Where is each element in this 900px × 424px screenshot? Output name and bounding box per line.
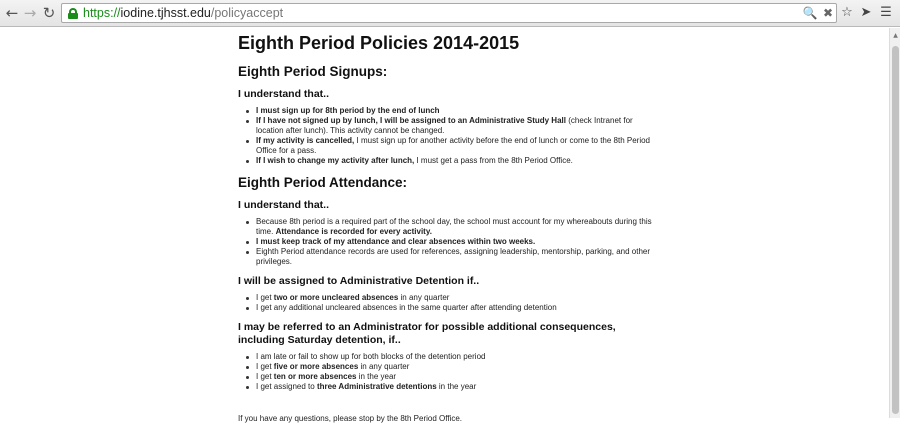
menu-icon[interactable]: ☰ <box>880 5 892 20</box>
page-title: Eighth Period Policies 2014-2015 <box>238 33 520 53</box>
forward-arrow-icon[interactable]: → <box>23 4 37 22</box>
attendance-intro: I understand that.. <box>238 199 330 211</box>
lock-icon[interactable] <box>68 8 78 19</box>
scroll-thumb[interactable] <box>892 46 899 414</box>
list-item: I am late or fail to show up for both blocks of the detention period <box>256 352 658 362</box>
search-icon[interactable]: 🔍 <box>802 6 818 20</box>
list-item: Eighth Period attendance records are used for references, assigning leadership, mentorship, parking, and other privileges. <box>256 247 658 267</box>
list-item: If I wish to change my activity after lunch, I must get a pass from the 8th Period Office. <box>256 156 658 166</box>
signups-intro: I understand that.. <box>238 88 330 100</box>
close-icon[interactable]: ✖ <box>822 6 834 20</box>
rocket-icon[interactable]: ➤ <box>860 5 872 20</box>
footer-note: If you have any questions, please stop by the 8th Period Office. <box>238 414 462 423</box>
signups-heading: Eighth Period Signups: <box>238 64 388 79</box>
referral-heading: I may be referred to an Administrator for possible additional consequences, including Saturday detention, if.. <box>238 321 616 346</box>
list-item: I must sign up for 8th period by the end of lunch <box>256 106 658 116</box>
detention-heading: I will be assigned to Administrative Detention if.. <box>238 275 480 287</box>
list-item: If I have not signed up by lunch, I will be assigned to an Administrative Study Hall (check Intranet for location after lunch). This activity cannot be changed. <box>256 116 658 136</box>
list-item: I get ten or more absences in the year <box>256 372 658 382</box>
detention-list <box>256 293 658 313</box>
list-item: I must keep track of my attendance and clear absences within two weeks. <box>256 237 658 247</box>
signups-list <box>256 106 658 166</box>
attendance-list <box>256 217 658 267</box>
page-viewport <box>0 28 889 423</box>
list-item: Because 8th period is a required part of the school day, the school must account for my whereabouts during this time. Attendance is recorded for every activity. <box>256 217 658 237</box>
attendance-heading: Eighth Period Attendance: <box>238 175 408 190</box>
scroll-up-icon[interactable]: ▲ <box>893 32 898 39</box>
url-text[interactable]: https://iodine.tjhsst.edu/policyaccept <box>83 6 284 20</box>
vertical-scrollbar[interactable] <box>889 28 900 418</box>
star-icon[interactable]: ☆ <box>841 5 853 20</box>
address-bar[interactable] <box>61 3 837 23</box>
browser-toolbar <box>0 0 900 27</box>
list-item: I get any additional uncleared absences in the same quarter after attending detention <box>256 303 658 313</box>
reload-icon[interactable]: ↻ <box>42 4 56 22</box>
list-item: I get assigned to three Administrative detentions in the year <box>256 382 658 392</box>
back-arrow-icon[interactable]: ← <box>5 4 19 22</box>
policy-content <box>238 32 658 424</box>
referral-list <box>256 352 658 392</box>
list-item: If my activity is cancelled, I must sign up for another activity before the end of lunch or come to the 8th Period Office for a pass. <box>256 136 658 156</box>
list-item: I get five or more absences in any quarter <box>256 362 658 372</box>
list-item: I get two or more uncleared absences in any quarter <box>256 293 658 303</box>
